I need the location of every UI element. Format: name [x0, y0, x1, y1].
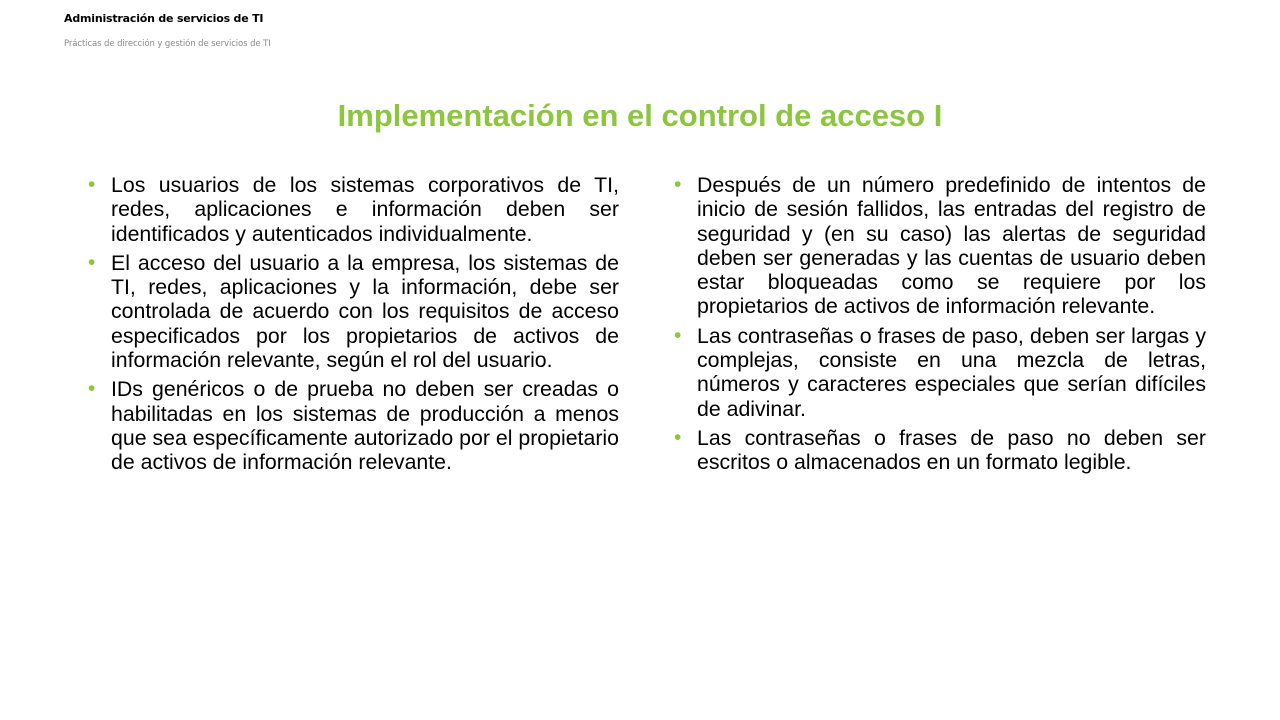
- bullet-text: Los usuarios de los sistemas corporativos de TI, redes, aplicaciones e información deben ser identificados y autenticados individualmente.: [111, 173, 619, 246]
- bullet-item: [674, 173, 1206, 319]
- bullet-text: IDs genéricos o de prueba no deben ser creadas o habilitadas en los sistemas de producción a menos que sea específicamente autorizado por el propietario de activos de información relevante.: [111, 377, 619, 475]
- bullet-text: Las contraseñas o frases de paso, deben ser largas y complejas, consiste en una mezcla de letras, números y caracteres especiales que serían difíciles de adivinar.: [697, 323, 1206, 421]
- course-subtitle: Prácticas de dirección y gestión de servicios de TI: [64, 39, 271, 49]
- bullet-icon: •: [674, 425, 682, 449]
- course-title: Administración de servicios de TI: [64, 12, 264, 25]
- bullet-text: Después de un número predefinido de intentos de inicio de sesión fallidos, las entradas del registro de seguridad y (en su caso) las alertas de seguridad deben ser generadas y las cuentas de usuario deben estar bloqueadas como se requiere por los propietarios de activos de información relevante.: [697, 173, 1206, 319]
- bullet-icon: •: [88, 173, 96, 196]
- right-bullet-list: [674, 173, 1206, 480]
- left-bullet-list: [88, 173, 619, 480]
- bullet-icon: •: [674, 323, 682, 347]
- slide-title: Implementación en el control de acceso I: [337, 98, 943, 133]
- bullet-text: Las contraseñas o frases de paso no deben ser escritos o almacenados en un formato legible.: [697, 425, 1206, 475]
- bullet-item: [674, 426, 1206, 475]
- bullet-icon: •: [88, 250, 96, 274]
- bullet-item: [88, 251, 619, 372]
- bullet-icon: •: [674, 173, 682, 196]
- bullet-icon: •: [88, 377, 96, 401]
- bullet-item: [674, 324, 1206, 421]
- bullet-text: El acceso del usuario a la empresa, los sistemas de TI, redes, aplicaciones y la información, debe ser controlada de acuerdo con los requisitos de acceso especificados por los propietarios de activos de información relevante, según el rol del usuario.: [111, 250, 619, 373]
- bullet-item: [88, 173, 619, 246]
- bullet-item: [88, 377, 619, 474]
